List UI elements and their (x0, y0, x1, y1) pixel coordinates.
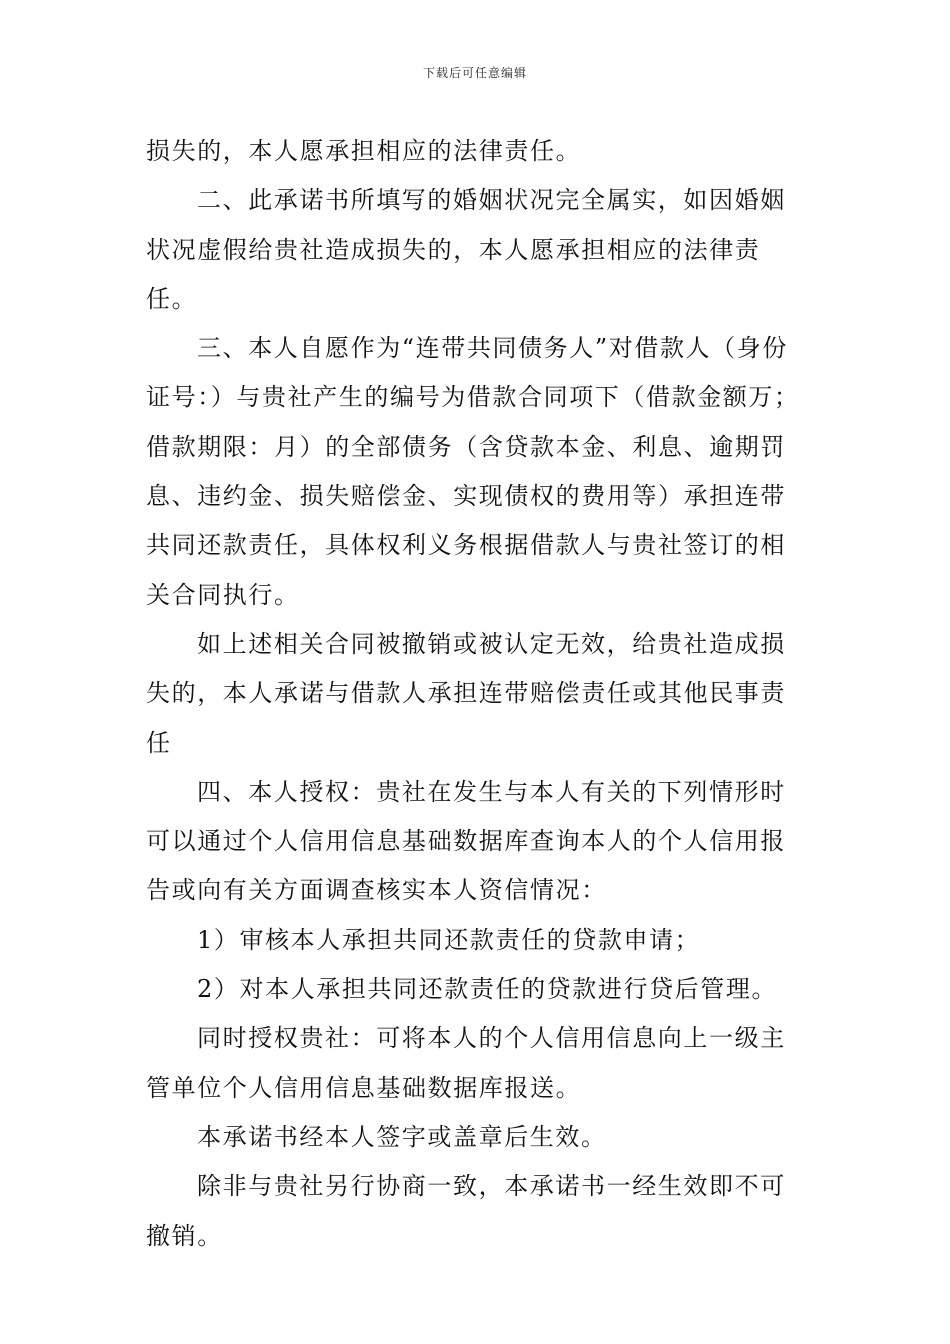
paragraph-irrevocable: 除非与贵社另行协商一致，本承诺书一经生效即不可撤销。 (146, 1172, 786, 1250)
paragraph-effective: 本承诺书经本人签字或盖章后生效。 (197, 1122, 607, 1151)
paragraph-item-1: 1）审核本人承担共同还款责任的贷款申请； (197, 925, 701, 954)
document-body (146, 127, 806, 1261)
paragraph-clause-4-authorization: 四、本人授权：贵社在发生与本人有关的下列情形时可以通过个人信用信息基础数据库查询本人的个人信用报告或向有关方面调查核实本人资信情况： (146, 777, 786, 905)
paragraph-report-authorization: 同时授权贵社：可将本人的个人信用信息向上一级主管单位个人信用信息基础数据库报送。 (146, 1024, 786, 1102)
page-header-note: 下载后可任意编辑 (422, 66, 527, 80)
paragraph-contract-invalid: 如上述相关合同被撤销或被认定无效，给贵社造成损失的，本人承诺与借款人承担连带赔偿责任或其他民事责任 (146, 629, 786, 757)
paragraph-continuation: 损失的，本人愿承担相应的法律责任。 (146, 137, 582, 165)
paragraph-clause-3-joint-debtor: 三、本人自愿作为“连带共同债务人”对借款人（身份证号：）与贵社产生的编号为借款合同项下（借款金额万；借款期限：月）的全部债务（含贷款本金、利息、逾期罚息、违约金、损失赔偿金、实现债权的费用等）承担连带共同还款责任，具体权利义务根据借款人与贵社签订的相关合同执行。 (146, 334, 800, 609)
paragraph-item-2: 2）对本人承担共同还款责任的贷款进行贷后管理。 (197, 975, 778, 1004)
paragraph-clause-2-marital-status: 二、此承诺书所填写的婚姻状况完全属实，如因婚姻状况虚假给贵社造成损失的，本人愿承担相应的法律责任。 (146, 186, 786, 313)
